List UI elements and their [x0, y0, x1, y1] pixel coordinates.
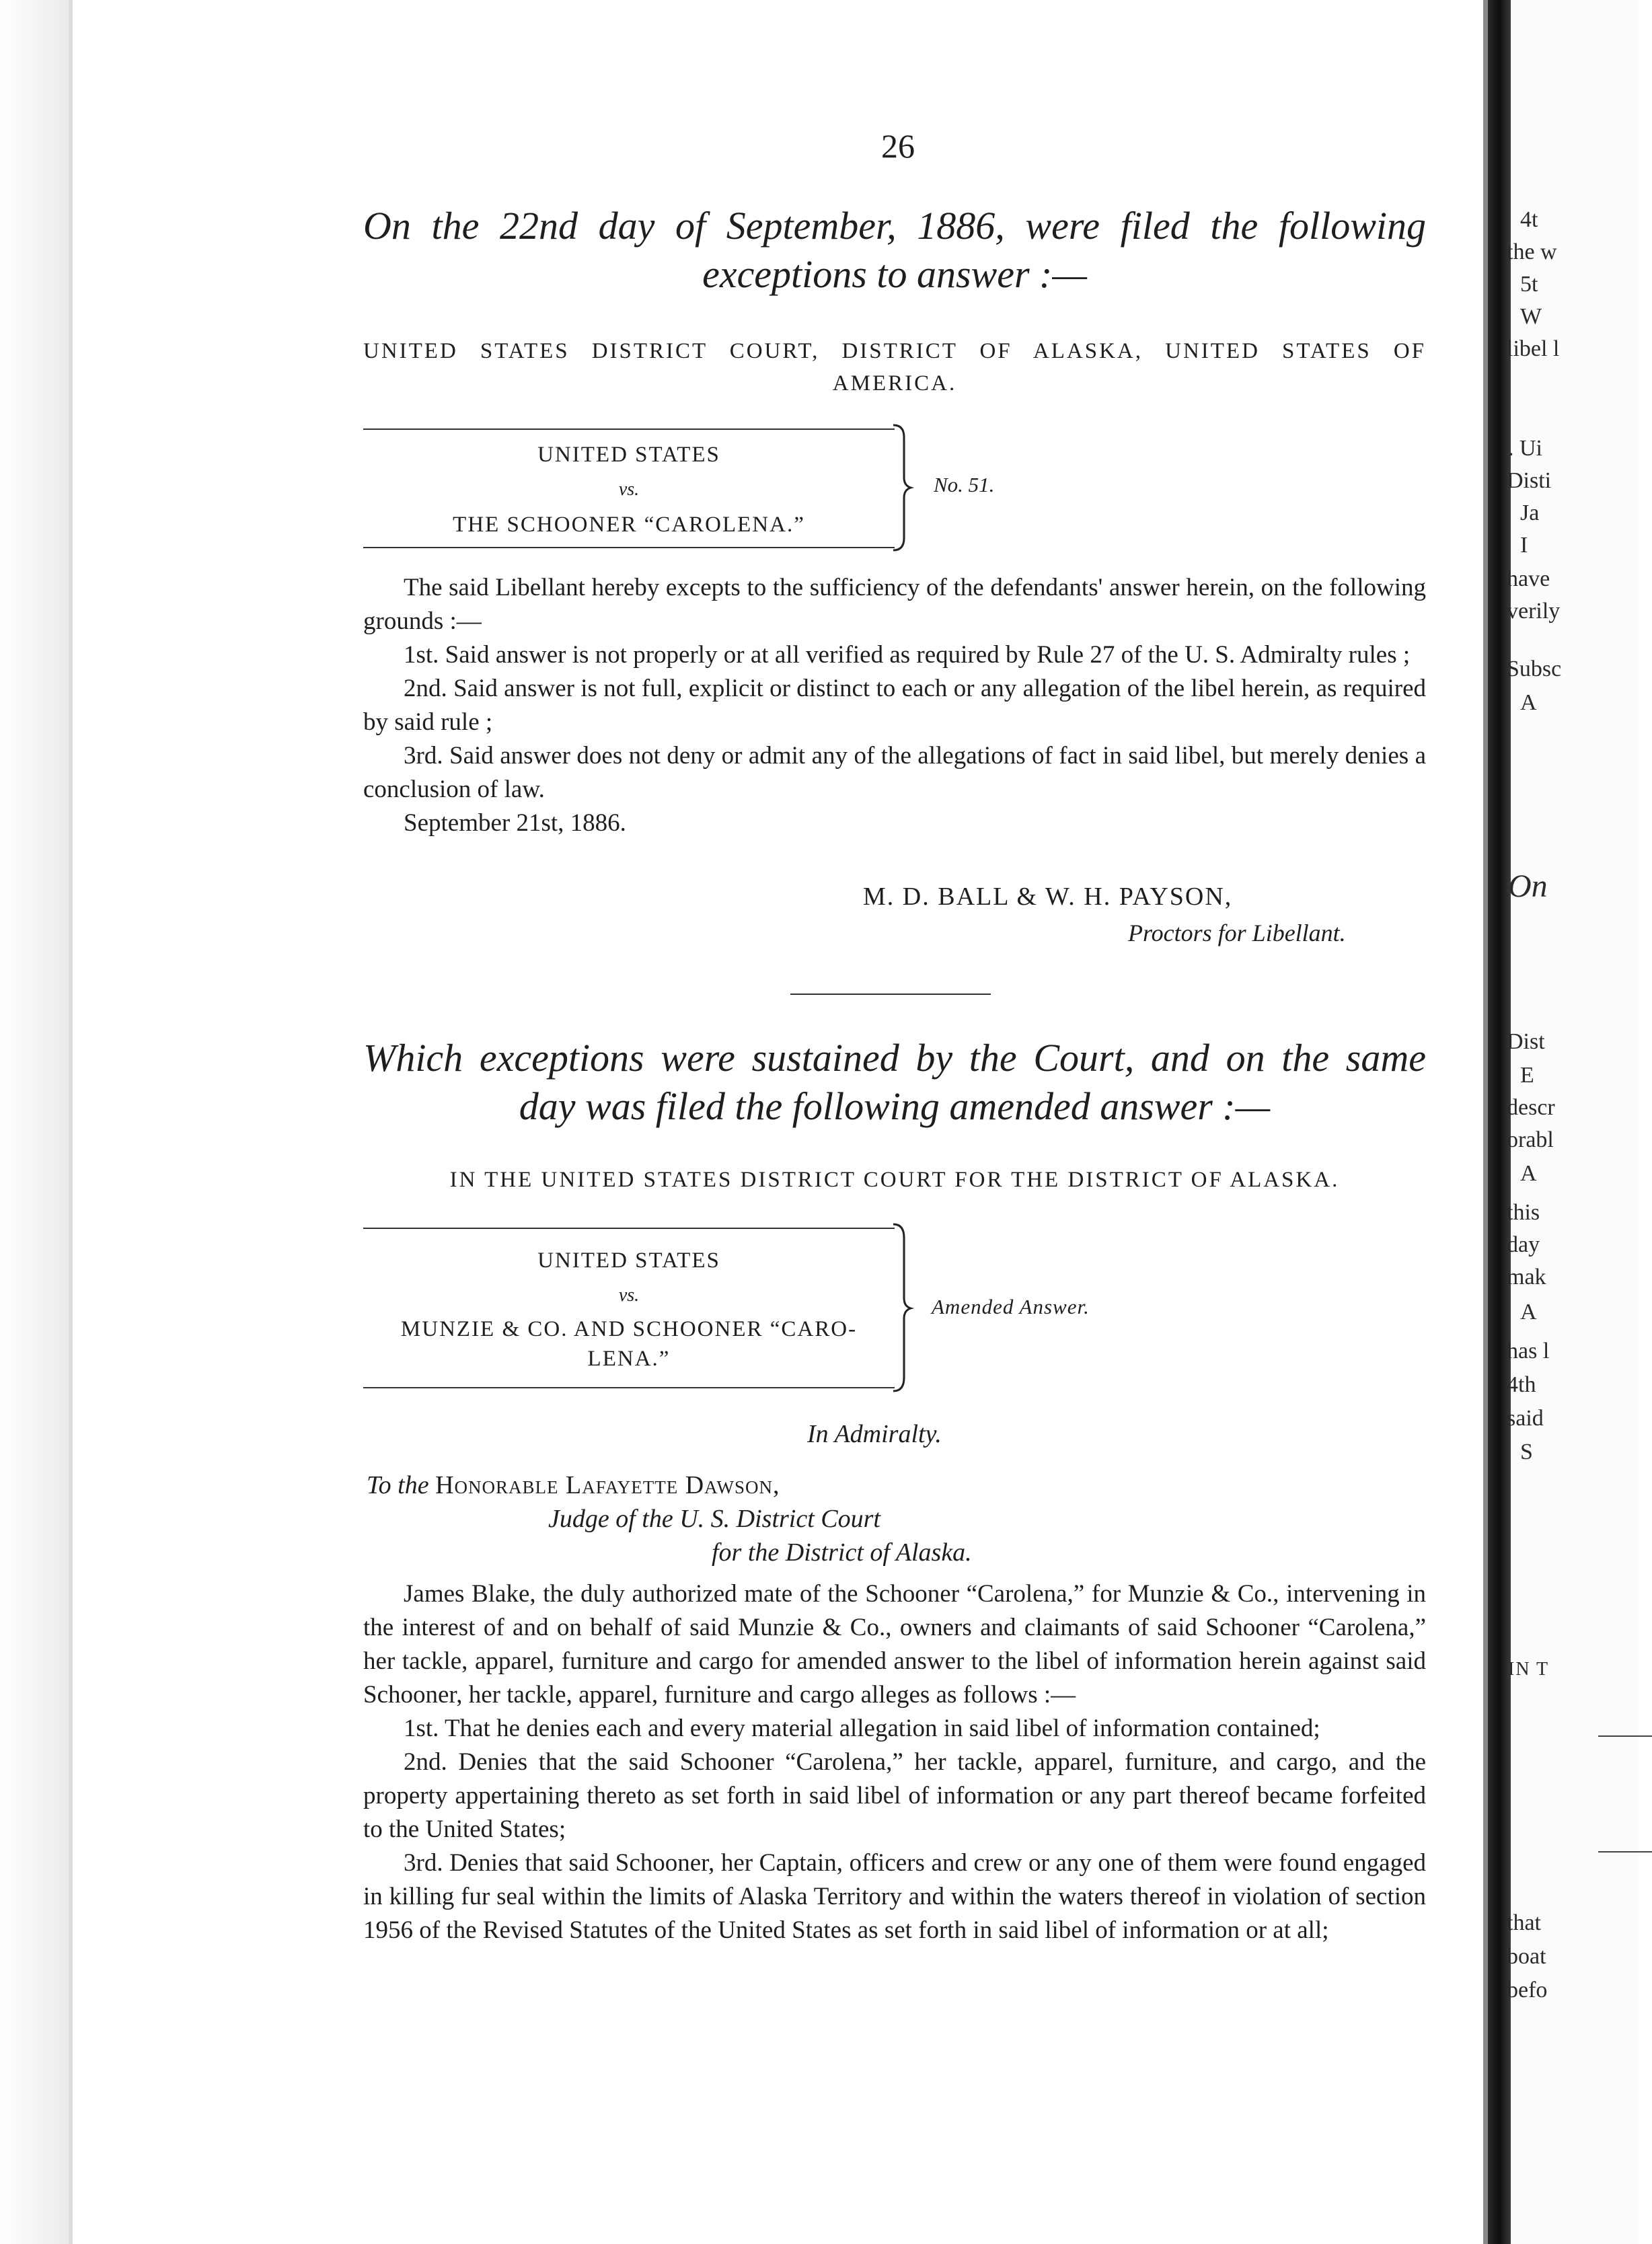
- court-title-line: IN THE UNITED STATES DISTRICT COURT FOR THE DISTRICT OF ALASKA.: [449, 1168, 1340, 1192]
- caption-brace: [888, 424, 915, 552]
- facing-text: 4th: [1507, 1372, 1536, 1397]
- facing-text: day: [1507, 1232, 1540, 1257]
- facing-text: libel l: [1507, 336, 1560, 361]
- caption-plaintiff: UNITED STATES: [537, 443, 720, 467]
- paragraph: 2nd. Denies that the said Schooner “Carolena,” her tackle, apparel, furniture, and cargo, and the property appertaining thereto as set forth in said libel of information or any part thereof became forfeited to the United States;: [363, 1748, 1426, 1843]
- answer-body: [363, 1577, 1426, 1947]
- paragraph: James Blake, the duly authorized mate of the Schooner “Carolena,” for Munzie & Co., intervening in the interest of and on behalf of said Munzie & Co., owners and claimants of said Schooner “Carolena,” her tackle, apparel, furniture and cargo for amended answer to the libel of information herein against said Schooner, her tackle, apparel, furniture and cargo alleges as follows :—: [363, 1580, 1426, 1709]
- facing-rule: [1598, 1851, 1652, 1853]
- facing-text: verily: [1507, 599, 1561, 624]
- facing-text: has l: [1507, 1339, 1550, 1363]
- facing-text: boat: [1507, 1944, 1546, 1969]
- caption-rule: [363, 547, 895, 548]
- paragraph: The said Libellant hereby excepts to the sufficiency of the defendants' answer herein, on the following grounds :—: [363, 574, 1426, 635]
- facing-text: that: [1507, 1910, 1541, 1935]
- date-line: September 21st, 1886.: [404, 809, 626, 837]
- caption-rule: [363, 1228, 895, 1229]
- exceptions-body: [363, 571, 1426, 840]
- facing-text: A: [1520, 1161, 1537, 1186]
- caption-document-type: Amended Answer.: [932, 1295, 1090, 1318]
- facing-text: descr: [1507, 1095, 1555, 1120]
- facing-text: I: [1520, 533, 1528, 558]
- caption-defendant: LENA.”: [587, 1347, 671, 1371]
- heading-line: On the 22nd day of September, 1886, were filed the following: [363, 204, 1426, 248]
- facing-text: 4t: [1520, 207, 1538, 232]
- facing-text: Subsc: [1507, 657, 1562, 681]
- facing-text: A: [1520, 1300, 1537, 1324]
- page-number: 26: [881, 127, 915, 165]
- facing-text: A: [1520, 690, 1537, 715]
- caption-parties: [363, 437, 895, 542]
- address-line: [367, 1470, 780, 1500]
- facing-text: . Ui: [1508, 436, 1542, 461]
- facing-text: have: [1507, 566, 1550, 591]
- court-title-line: AMERICA.: [832, 371, 957, 396]
- caption-vs: vs.: [618, 1285, 640, 1306]
- facing-page: [1507, 0, 1639, 2244]
- paragraph: 1st. That he denies each and every material allegation in said libel of information contained;: [404, 1715, 1320, 1742]
- facing-text: E: [1520, 1063, 1534, 1088]
- facing-text: this: [1507, 1200, 1540, 1225]
- court-title-line: UNITED STATES DISTRICT COURT, DISTRICT OF ALASKA, UNITED STATES OF: [363, 339, 1426, 363]
- facing-text: Disti: [1507, 468, 1552, 493]
- facing-text: IN T: [1508, 1659, 1550, 1680]
- caption-vs: vs.: [618, 479, 640, 500]
- signature-role: Proctors for Libellant.: [1128, 920, 1346, 946]
- facing-text: On: [1508, 868, 1548, 904]
- facing-text: Ja: [1520, 500, 1540, 525]
- in-admiralty: In Admiralty.: [807, 1420, 942, 1448]
- heading-line: day was filed the following amended answer :—: [519, 1084, 1271, 1128]
- facing-text: mak: [1507, 1265, 1546, 1289]
- facing-text: Dist: [1507, 1029, 1545, 1054]
- signature-proctors: M. D. BALL & W. H. PAYSON,: [863, 883, 1233, 911]
- heading-amended-answer: [363, 1034, 1426, 1131]
- caption-defendant: THE SCHOONER “CAROLENA.”: [453, 513, 805, 537]
- facing-rule: [1598, 1735, 1652, 1737]
- address-line: for the District of Alaska.: [712, 1538, 972, 1567]
- section-divider: [790, 994, 991, 995]
- address-judge-name: Honorable Lafayette Dawson,: [435, 1471, 780, 1499]
- address-line: Judge of the U. S. District Court: [548, 1505, 880, 1533]
- facing-text: S: [1520, 1439, 1533, 1464]
- facing-text: 5t: [1520, 272, 1538, 297]
- facing-text: the w: [1507, 239, 1557, 264]
- caption-case-number: No. 51.: [934, 473, 995, 496]
- facing-text: befo: [1507, 1978, 1548, 2003]
- caption-parties: [363, 1243, 895, 1372]
- heading-line: Which exceptions were sustained by the Court, and on the same: [363, 1036, 1426, 1080]
- paragraph: 3rd. Said answer does not deny or admit any of the allegations of fact in said libel, but merely denies a conclusion of law.: [363, 742, 1426, 803]
- facing-text: orabl: [1507, 1127, 1554, 1152]
- facing-text: said: [1507, 1406, 1544, 1431]
- caption-defendant: MUNZIE & CO. AND SCHOONER “CARO-: [400, 1317, 858, 1341]
- caption-brace: [888, 1223, 915, 1392]
- paragraph: 2nd. Said answer is not full, explicit or distinct to each or any allegation of the libel herein, as required by said rule ;: [363, 675, 1426, 736]
- caption-rule: [363, 428, 895, 430]
- caption-plaintiff: UNITED STATES: [537, 1248, 720, 1273]
- heading-line: exceptions to answer :—: [702, 252, 1087, 296]
- caption-rule: [363, 1387, 895, 1388]
- facing-text: W: [1520, 304, 1542, 329]
- address-to: To the: [367, 1471, 429, 1499]
- paragraph: 1st. Said answer is not properly or at all verified as required by Rule 27 of the U. S. Admiralty rules ;: [404, 641, 1411, 669]
- heading-exceptions: [363, 202, 1426, 299]
- paragraph: 3rd. Denies that said Schooner, her Captain, officers and crew or any one of them were found engaged in killing fur seal within the limits of Alaska Territory and within the waters thereof in violation of section 1956 of the Revised Statutes of the United States as set forth in said libel of information or at all;: [363, 1849, 1426, 1944]
